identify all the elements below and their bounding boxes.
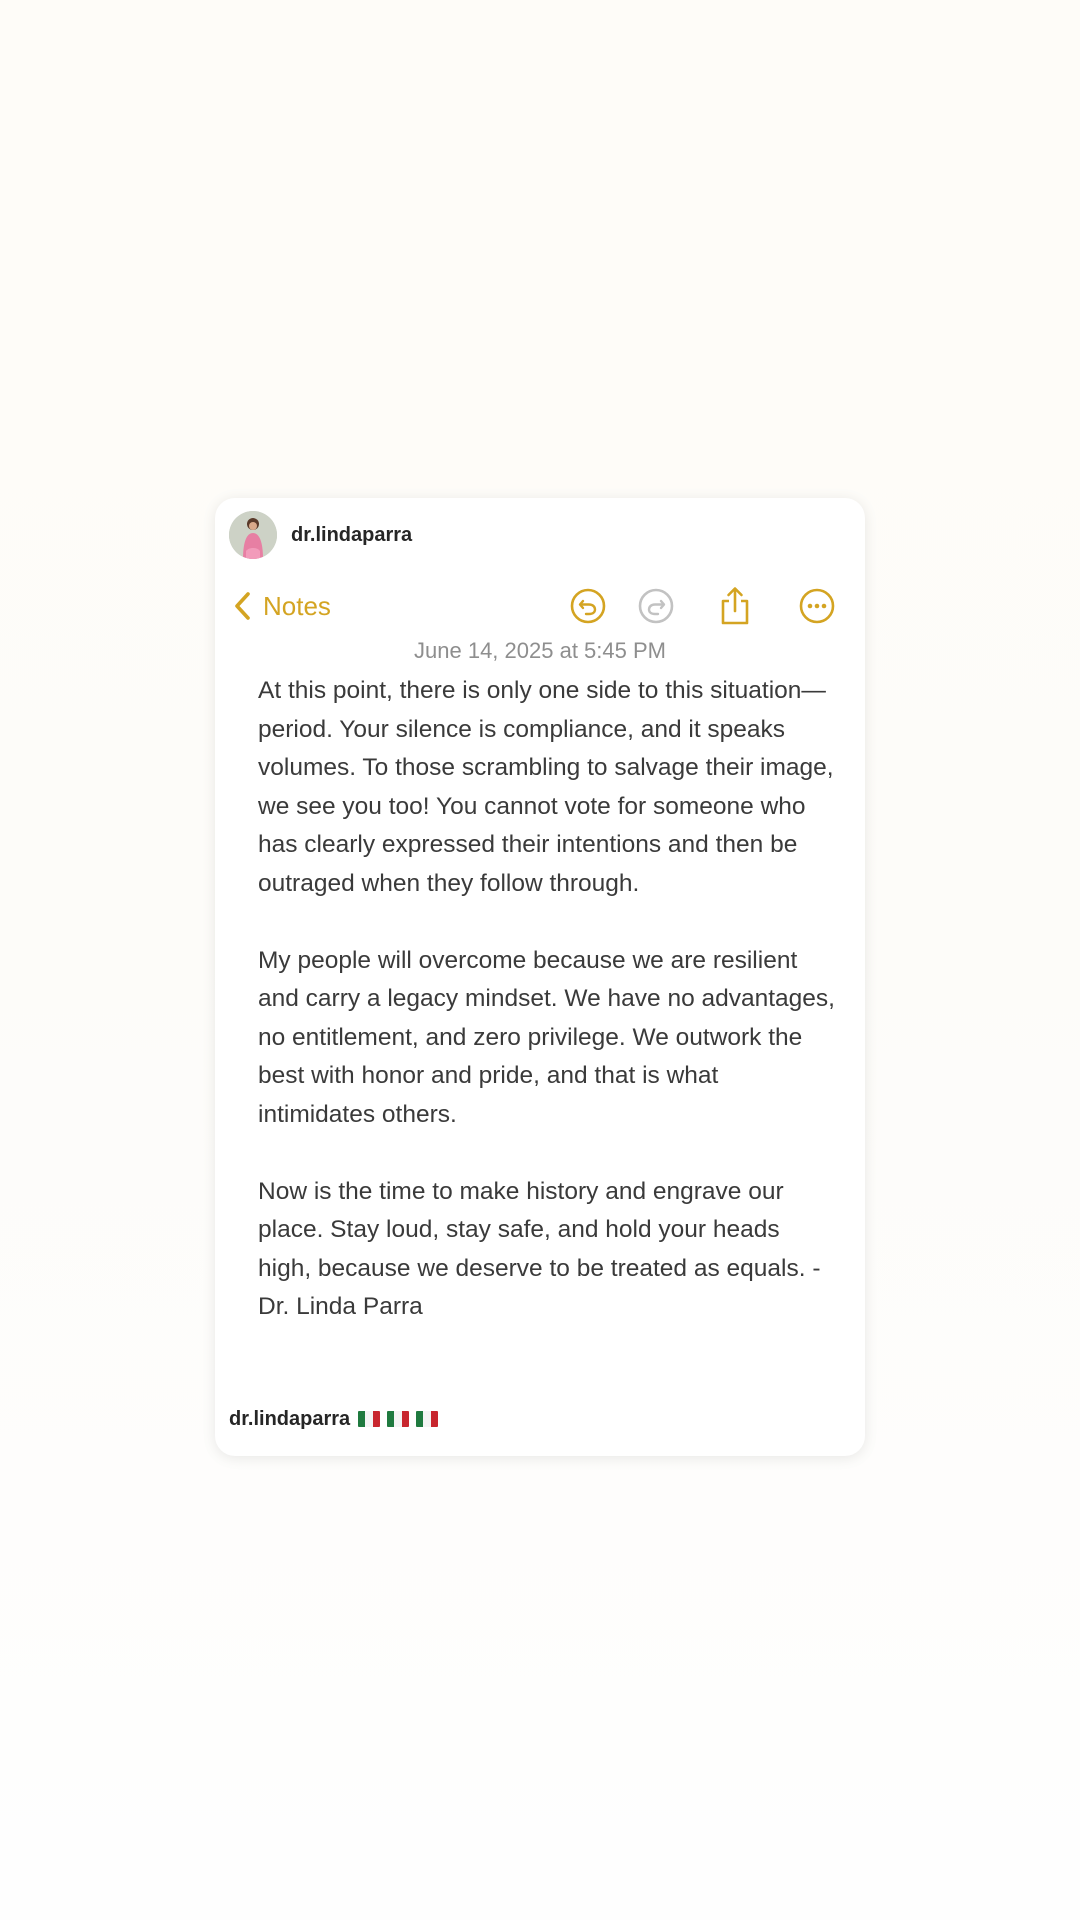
mexico-flag-icon <box>416 1411 438 1427</box>
back-button[interactable] <box>233 588 331 624</box>
mexico-flag-icon <box>387 1411 409 1427</box>
redo-button[interactable] <box>636 586 676 626</box>
note-body[interactable] <box>258 672 838 1327</box>
undo-button[interactable] <box>568 586 608 626</box>
note-timestamp: June 14, 2025 at 5:45 PM <box>414 638 666 663</box>
note-paragraph: Now is the time to make history and engrave our place. Stay loud, stay safe, and hold your heads high, because we deserve to be treated as equals. - Dr. Linda Parra <box>258 1177 821 1320</box>
avatar[interactable] <box>229 511 277 559</box>
redo-icon <box>636 586 676 626</box>
note-paragraph: At this point, there is only one side to this situation—period. Your silence is compliance, and it speaks volumes. To those scrambling to salvage their image, we see you too! You cannot vote for someone who has clearly expressed their intentions and then be outraged when they follow through. <box>258 677 834 897</box>
header-username[interactable]: dr.lindaparra <box>291 523 413 546</box>
mexico-flag-icon <box>358 1411 380 1427</box>
share-icon <box>715 586 755 626</box>
profile-photo-icon <box>229 511 277 559</box>
back-label: Notes <box>263 590 331 621</box>
more-icon <box>797 586 837 626</box>
undo-icon <box>568 586 608 626</box>
post-header <box>229 511 412 559</box>
share-button[interactable] <box>715 586 755 626</box>
chevron-left-icon <box>233 591 251 621</box>
footer-username[interactable]: dr.lindaparra <box>229 1407 351 1430</box>
more-button[interactable] <box>797 586 837 626</box>
note-card <box>215 498 865 1456</box>
note-paragraph: My people will overcome because we are resilient and carry a legacy mindset. We have no advantages, no entitlement, and zero privilege. We outwork the best with honor and pride, and that is what intimidates others. <box>258 946 835 1128</box>
mexico-flags <box>358 1411 445 1427</box>
post-footer <box>229 1406 445 1432</box>
